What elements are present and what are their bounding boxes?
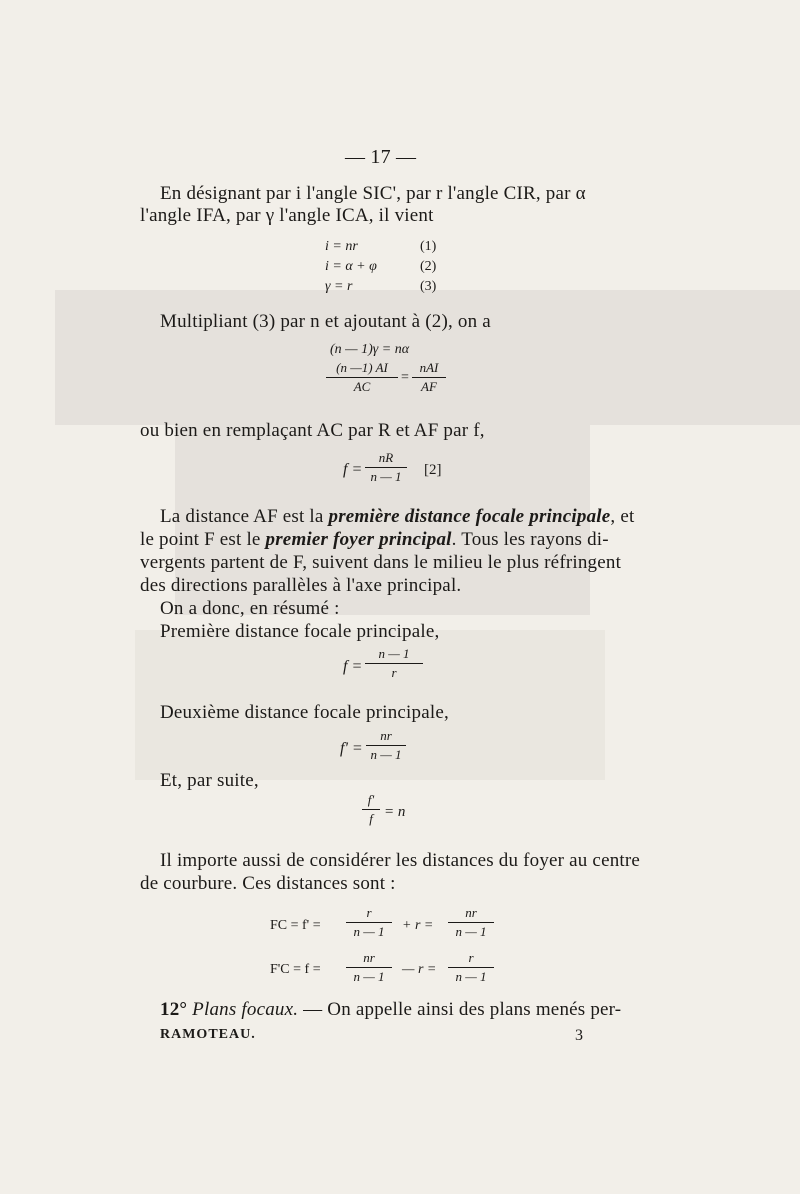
paragraph-line: Et, par suite, xyxy=(160,770,259,791)
equation: i = nr xyxy=(325,239,358,254)
fraction-numerator: nr xyxy=(363,950,375,965)
paragraph-line xyxy=(160,506,634,528)
paragraph-line: des directions parallèles à l'axe principal. xyxy=(140,575,462,596)
fraction xyxy=(326,360,398,395)
fraction-numerator: nAI xyxy=(419,360,439,375)
paragraph-line: vergents partent de F, suivent dans le milieu le plus réfringent xyxy=(140,552,622,573)
equation-rhs: = n xyxy=(384,804,406,820)
section-title: Plans focaux. xyxy=(192,999,299,1020)
equation: γ = r xyxy=(325,279,353,294)
equation-number: (2) xyxy=(420,259,437,274)
paragraph-line: ou bien en remplaçant AC par R et AF par f, xyxy=(140,420,485,441)
equation-lhs: f = xyxy=(343,461,363,478)
fraction-numerator: nr xyxy=(465,905,477,920)
fraction-numerator: nr xyxy=(380,728,392,743)
fraction xyxy=(366,728,406,763)
equation-number: (3) xyxy=(420,279,437,294)
fraction-denominator: n — 1 xyxy=(366,745,406,763)
fraction xyxy=(448,950,494,985)
equals-sign: = xyxy=(401,370,409,385)
fraction-numerator: (n —1) AI xyxy=(336,360,388,375)
fraction xyxy=(346,950,392,985)
fraction-denominator: n — 1 xyxy=(365,467,407,485)
gathering-number: 3 xyxy=(575,1027,583,1044)
paragraph-line xyxy=(140,529,609,551)
equation-operator: + r = xyxy=(402,918,434,933)
fraction xyxy=(362,792,380,827)
paragraph-line: On a donc, en résumé : xyxy=(160,598,340,619)
fraction-numerator: nR xyxy=(378,450,394,465)
equation-lhs: FC = f' = xyxy=(270,918,321,933)
fraction xyxy=(346,905,392,940)
signature-mark: RAMOTEAU. xyxy=(160,1027,256,1042)
running-head: — 17 — xyxy=(345,146,417,168)
equation-operator: — r = xyxy=(402,962,437,977)
text-run: le point F est le xyxy=(140,529,266,550)
paragraph-line: Multipliant (3) par n et ajoutant à (2), on a xyxy=(160,311,491,332)
text-run: La distance AF est la xyxy=(160,506,329,527)
equation-lhs: f' = xyxy=(340,740,363,757)
paragraph-line: de courbure. Ces distances sont : xyxy=(140,873,396,894)
text-run: , et xyxy=(610,506,635,527)
fraction-denominator: n — 1 xyxy=(346,922,392,940)
paragraph-line: Deuxième distance focale principale, xyxy=(160,702,449,723)
fraction-denominator: n — 1 xyxy=(448,967,494,985)
fraction-denominator: AC xyxy=(326,377,398,395)
equation-tag: [2] xyxy=(424,462,442,478)
equation-lhs: f = xyxy=(343,658,363,675)
section-heading-line xyxy=(160,999,621,1021)
fraction xyxy=(412,360,446,395)
section-number: 12° xyxy=(160,999,188,1020)
emphasis: premier foyer principal xyxy=(265,529,452,550)
fraction-numerator: n — 1 xyxy=(378,646,410,661)
emphasis: première distance focale principale xyxy=(328,506,611,527)
fraction-denominator: n — 1 xyxy=(346,967,392,985)
equation-lhs: F'C = f = xyxy=(270,962,321,977)
fraction-numerator: r xyxy=(366,905,372,920)
text-run: . Tous les rayons di- xyxy=(451,529,609,550)
equation-number: (1) xyxy=(420,239,437,254)
text-run: — On appelle ainsi des plans menés per- xyxy=(298,999,622,1020)
paragraph-line: En désignant par i l'angle SIC', par r l'angle CIR, par α xyxy=(160,183,586,204)
equation: (n — 1)γ = nα xyxy=(330,342,410,357)
fraction-denominator: r xyxy=(365,663,423,681)
fraction xyxy=(365,450,407,485)
fraction-denominator: f xyxy=(362,809,380,827)
fraction xyxy=(448,905,494,940)
fraction-denominator: AF xyxy=(412,377,446,395)
paragraph-line: l'angle IFA, par γ l'angle ICA, il vient xyxy=(140,205,434,226)
fraction-numerator: r xyxy=(468,950,474,965)
fraction-numerator: f' xyxy=(367,792,375,807)
paragraph-line: Il importe aussi de considérer les distances du foyer au centre xyxy=(160,850,641,871)
paragraph-line: Première distance focale principale, xyxy=(160,621,440,642)
fraction-denominator: n — 1 xyxy=(448,922,494,940)
fraction xyxy=(365,646,423,681)
equation: i = α + φ xyxy=(325,259,377,274)
